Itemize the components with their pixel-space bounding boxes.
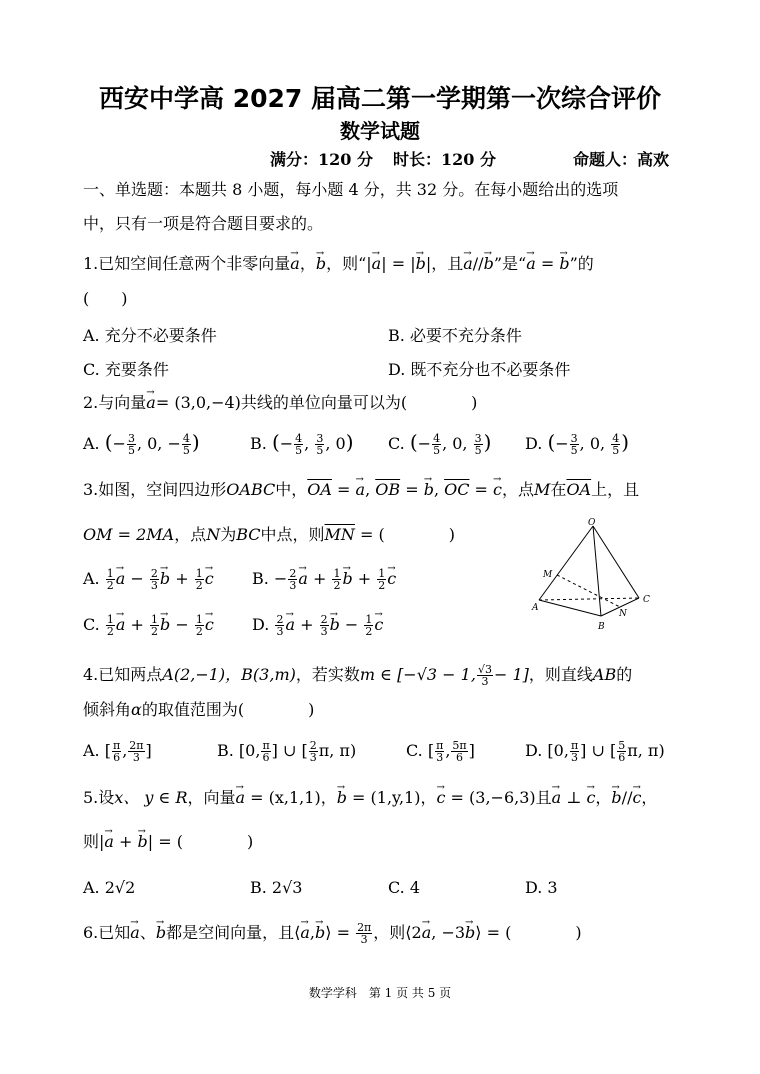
q2-option-d[interactable]: D. (− $\frac{3}{5}$ , 0, $\frac{4}{5}$ ) [525,430,629,457]
tetrahedron-diagram [525,518,665,633]
question-3-stem-line1: 3.如图，空间四边形OABC中，$\overline{OA}$ = → a, $\overline{OB}$ = → b, $\overline{OC}$ = → c，点M在$\overline{OA}$上，且 [83,480,639,500]
label-m: M [543,570,553,580]
q4-option-d[interactable]: D. [0, $\frac{\pi}{3}$ ] ∪ [ $\frac{5}{6}$ π, π) [525,739,665,764]
q3-option-c[interactable]: C. $\frac{1}{2}$ → a + $\frac{1}{2}$ → b − $\frac{1}{2}$ → c [83,614,214,637]
q1-option-a[interactable]: A. 充分不必要条件 [83,326,217,345]
q5-option-a[interactable]: A. 2√2 [83,878,136,897]
duration: 时长：120 分 [393,150,496,169]
label-n: N [619,609,627,619]
question-1-paren: ( ) [83,289,128,308]
question-3-stem-line2: OM = 2MA，点N为BC中点，则$\overline{MN}$ = ( ) [83,525,456,544]
edge-ob [593,526,601,616]
question-5-stem-line2: 则|→ a + → b| = ( ) [83,832,253,852]
label-b: B [598,622,605,632]
q1-option-d[interactable]: D. 既不充分也不必要条件 [388,360,571,379]
q3-option-b[interactable]: B. − $\frac{2}{3}$ → a + $\frac{1}{2}$ → b + $\frac{1}{2}$ → c [252,568,396,591]
section-heading-line1: 一、单选题：本题共 8 小题，每小题 4 分，共 32 分。在每小题给出的选项 [83,180,619,199]
q5-option-d[interactable]: D. 3 [525,878,558,897]
page-subtitle: 数学试题 [340,119,420,143]
author: 命题人：高欢 [573,150,670,169]
q3-option-d[interactable]: D. $\frac{2}{3}$ → a + $\frac{2}{3}$ → b − $\frac{1}{2}$ → c [252,614,383,637]
question-4-stem-line1: 4.已知两点A(2,−1)，B(3,m)，若实数m ∈ [−√3 − 1, $\frac{√3}{3}$ − 1]，则直线AB的 [83,663,633,688]
question-1-stem: 1.已知空间任意两个非零向量→ a，→ b，则“|→ a| = |→ b|，且→ a//→ b”是“→ a = → b”的 [83,254,594,274]
q1-option-b[interactable]: B. 必要不充分条件 [388,326,522,345]
q1-option-c[interactable]: C. 充要条件 [83,360,169,379]
edge-ab [539,600,601,616]
full-marks: 满分：120 分 [270,150,373,169]
question-4-stem-line2: 倾斜角α的取值范围为( ) [83,700,315,719]
segment-mn [557,575,620,607]
page-footer: 数学学科 第 1 页 共 5 页 [308,986,452,1000]
q2-option-b[interactable]: B. (− $\frac{4}{5}$ , $\frac{3}{5}$ , 0) [250,430,354,457]
q5-option-b[interactable]: B. 2√3 [250,878,303,897]
q2-option-a[interactable]: A. (− $\frac{3}{5}$ , 0, − $\frac{4}{5}$ ) [83,430,200,457]
q2-option-c[interactable]: C. (− $\frac{4}{5}$ , 0, $\frac{3}{5}$ ) [388,430,492,457]
q4-option-b[interactable]: B. [0, $\frac{\pi}{6}$ ] ∪ [ $\frac{2}{3}$ π, π) [217,739,357,764]
question-2-stem: 2.与向量→ a= (3,0,−4)共线的单位向量可以为( ) [83,393,477,413]
section-heading-line2: 中，只有一项是符合题目要求的。 [83,214,324,233]
q4-option-c[interactable]: C. [ $\frac{\pi}{3}$ , $\frac{5\pi}{6}$ ] [406,739,475,764]
label-a: A [532,603,539,613]
question-5-stem-line1: 5.设x、 y ∈ R，向量→ a = (x,1,1)，→ b = (1,y,1)，→ c = (3,−6,3)且→ a ⊥ → c，→ b//→ c， [83,788,657,808]
label-o: O [588,518,596,528]
edge-oc [593,526,639,598]
q5-option-c[interactable]: C. 4 [388,878,421,897]
q3-option-a[interactable]: A. $\frac{1}{2}$ → a − $\frac{2}{3}$ → b + $\frac{1}{2}$ → c [83,568,214,591]
q4-option-a[interactable]: A. [ $\frac{\pi}{6}$ , $\frac{2\pi}{3}$ ] [83,739,152,764]
page-title: 西安中学高 2027 届高二第一学期第一次综合评价 [99,84,661,113]
question-6-stem: 6.已知→ a、→ b都是空间向量，且⟨→ a,→ b⟩ = $\frac{2\pi}{3}$ ，则⟨2→ a, −3→ b⟩ = ( ) [83,922,582,945]
label-c: C [643,595,650,605]
edge-ac [539,598,639,600]
